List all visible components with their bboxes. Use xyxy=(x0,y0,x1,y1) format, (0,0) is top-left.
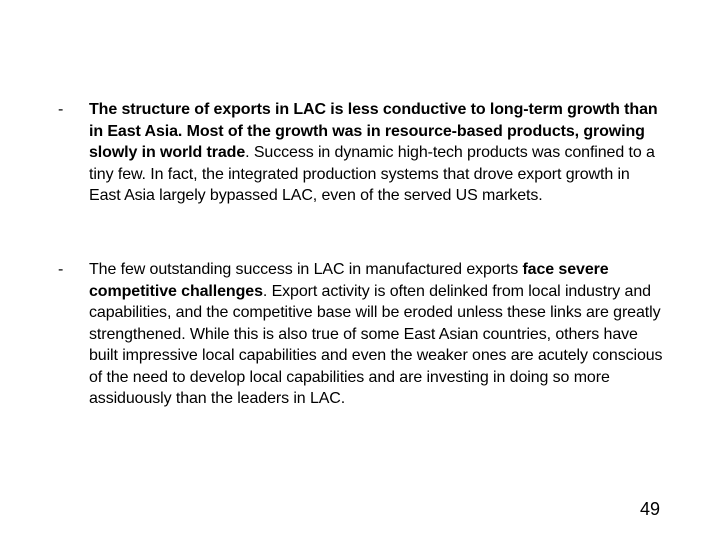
bullet-marker: - xyxy=(58,261,64,278)
bullet-regular-text: . Success in dynamic high-tech products was confined to a tiny few. In fact, the integrated production systems that drove export growth in East Asia largely bypassed LAC, even of the served US markets. xyxy=(89,144,655,204)
page-number: 49 xyxy=(639,499,660,519)
bullet-bold-text: The structure of exports in LAC is less conductive to long-term growth than in East Asia. Most of the growth was in resource-based products, growing slowly in world trade xyxy=(89,101,658,161)
bullet-marker: - xyxy=(58,101,64,118)
bullet-bold-text: face severe competitive challenges xyxy=(89,261,609,300)
bullet-regular-text-after: . Export activity is often delinked from local industry and capabilities, and the competitive base will be eroded unless these links are greatly strengthened. While this is also true of some East Asian countries, others have built impressive local capabilities and even the weaker ones are acutely conscious of the need to develop local capabilities and are investing in doing so more assiduously than the leaders in LAC. xyxy=(89,282,663,407)
bullet-regular-text-before: The few outstanding success in LAC in manufactured exports xyxy=(89,261,523,278)
bullet-text xyxy=(89,99,664,207)
bullet-text xyxy=(89,259,664,410)
